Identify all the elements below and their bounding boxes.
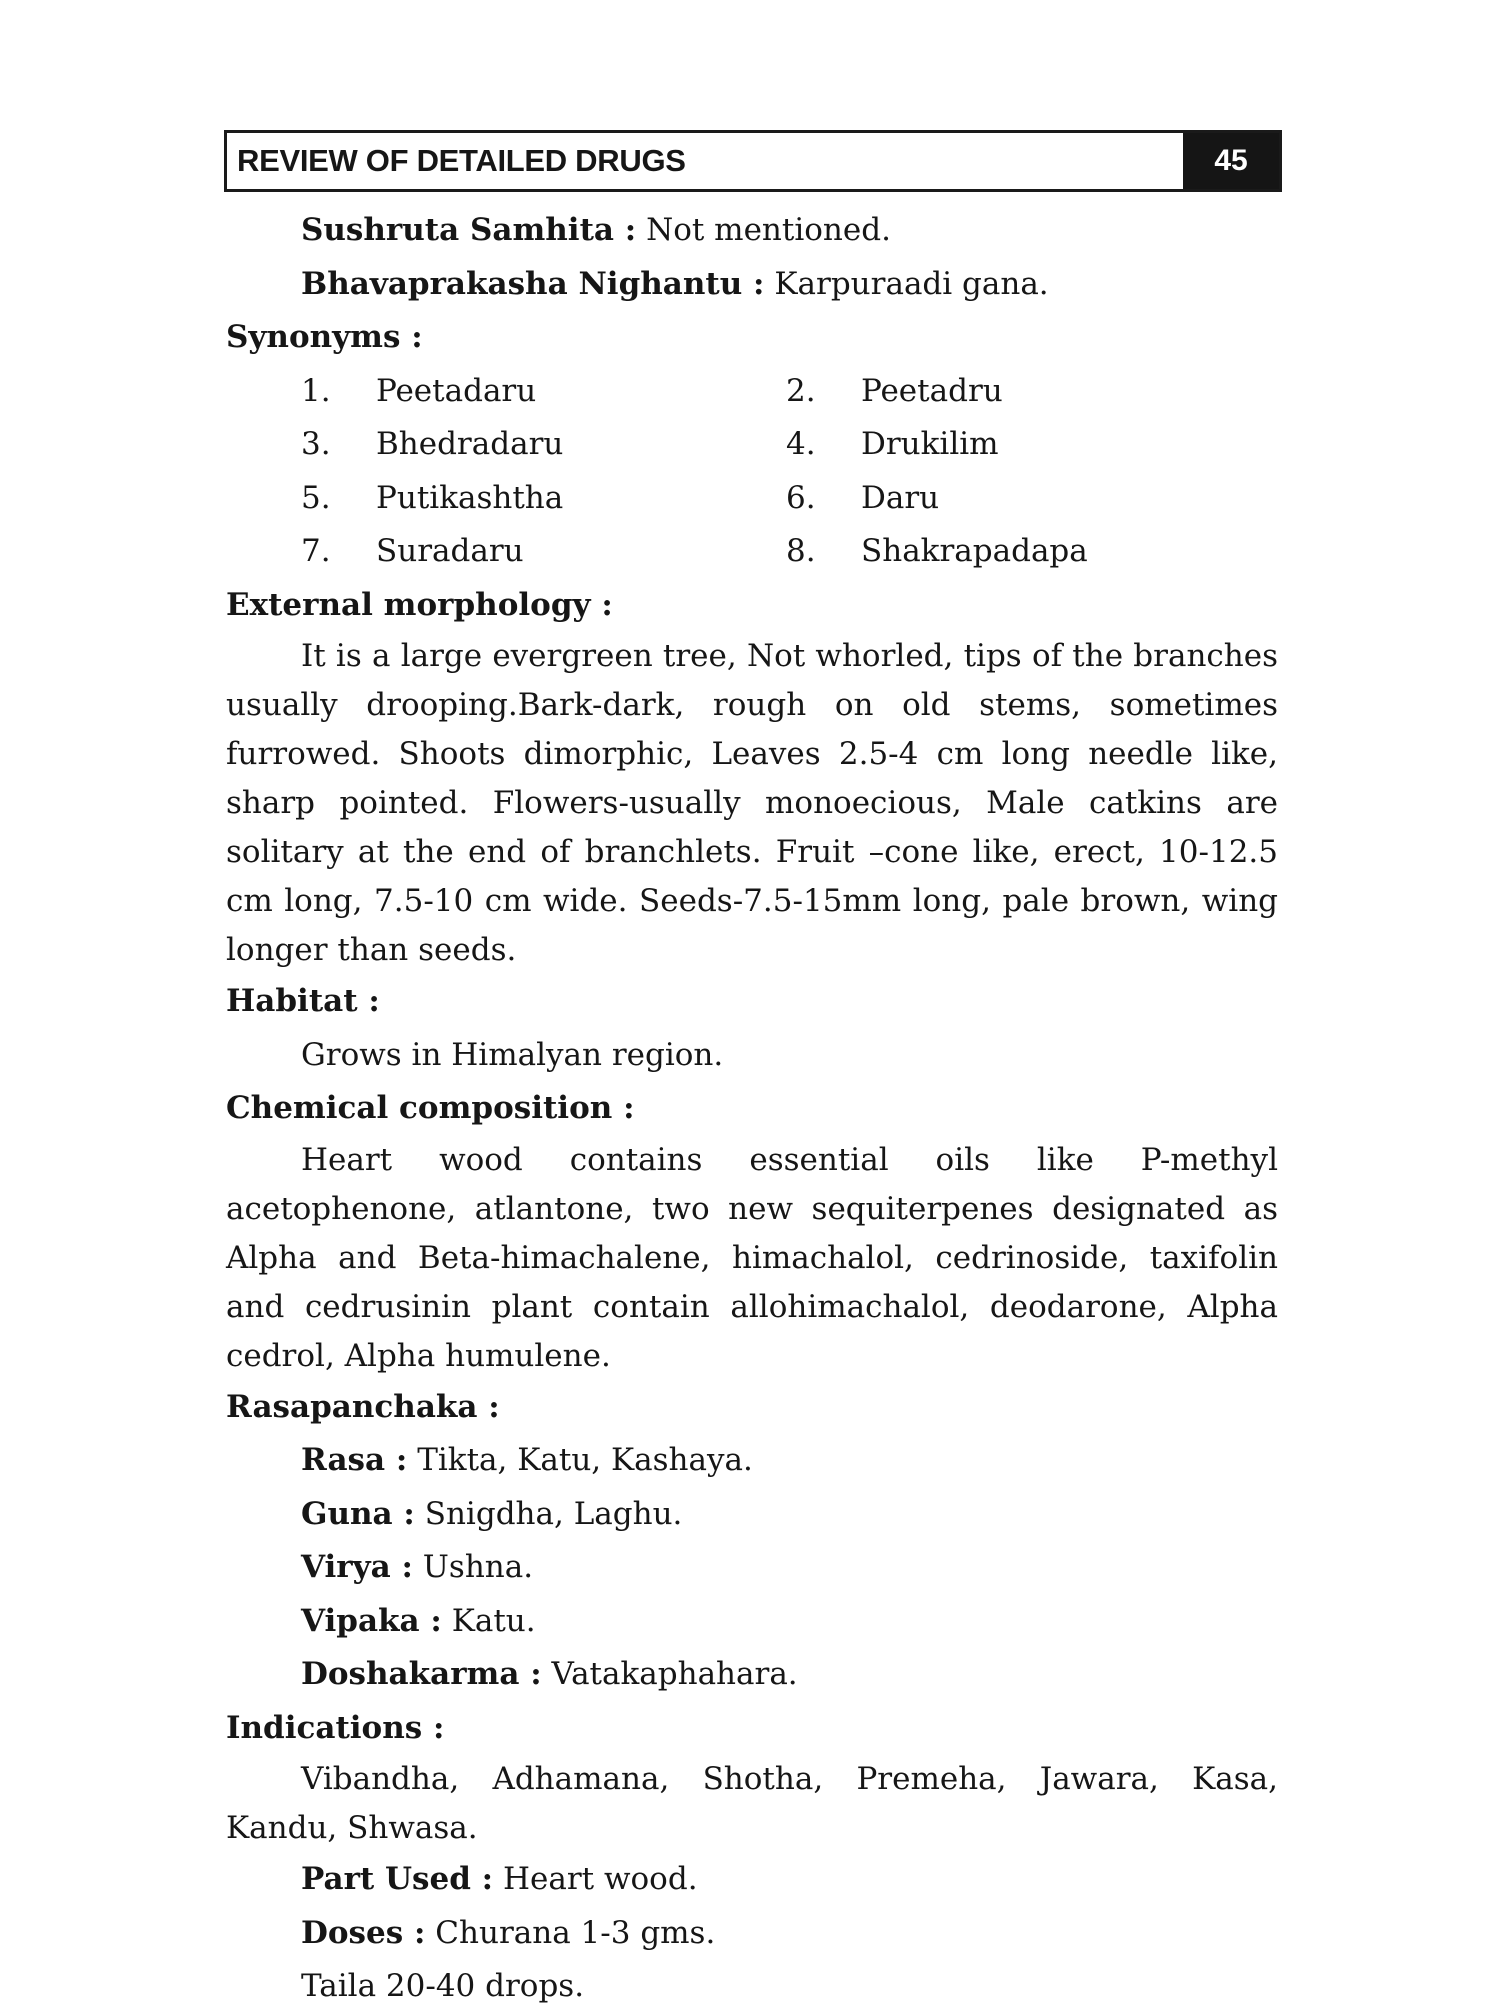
part-used-value: Heart wood.: [493, 1861, 698, 1897]
morphology-heading: External morphology :: [226, 586, 613, 623]
property-label: Vipaka :: [301, 1602, 442, 1639]
synonym-name: Daru: [861, 479, 940, 516]
rasapanchaka-heading: Rasapanchaka :: [226, 1388, 500, 1425]
property-label: Rasa :: [301, 1442, 408, 1478]
synonym-name: Drukilim: [861, 426, 999, 462]
indications-text: Vibandha, Adhamana, Shotha, Premeha, Jawara, Kasa, Kandu, Shwasa.: [226, 1761, 1278, 1846]
part-used-label: Part Used :: [301, 1861, 494, 1897]
ref-label: Bhavaprakasha Nighantu :: [301, 265, 765, 302]
synonym-name: Putikashtha: [376, 479, 564, 516]
ref-sushruta: [226, 204, 1278, 258]
rasapanchaka-item: [226, 1595, 1278, 1649]
ref-value: Karpuraadi gana.: [764, 265, 1049, 302]
synonym-name: Shakrapadapa: [861, 533, 1088, 569]
page-number: 45: [1183, 133, 1279, 189]
doses-label: Doses :: [301, 1914, 426, 1951]
property-label: Doshakarma :: [301, 1656, 542, 1692]
synonym-number: 6.: [786, 479, 816, 516]
synonym-name: Peetadru: [861, 372, 1003, 409]
morphology-text: It is a large evergreen tree, Not whorled, tips of the branches usually drooping.Bark-dark, rough on old stems, sometimes furrowed. Shoots dimorphic, Leaves 2.5-4 cm long needle like, sharp pointed. Flowers-usually monoecious, Male catkins are solitary at the end of branchlets. Fruit –cone like, erect, 10-12.5 cm long, 7.5-10 cm wide. Seeds-7.5-15mm long, pale brown, wing longer than seeds.: [226, 638, 1278, 968]
synonym-number: 7.: [301, 533, 331, 569]
running-header: [224, 130, 1282, 192]
property-value: Ushna.: [412, 1549, 534, 1585]
ref-bhavaprakasha: [226, 258, 1278, 312]
part-used: [226, 1853, 1278, 1907]
indications-heading: Indications :: [226, 1709, 445, 1746]
synonym-name: Bhedradaru: [376, 426, 564, 462]
rasapanchaka-item: [226, 1434, 1278, 1488]
rasapanchaka-item: [226, 1488, 1278, 1542]
header-title: REVIEW OF DETAILED DRUGS: [237, 143, 686, 178]
property-value: Vatakaphahara.: [541, 1656, 798, 1692]
synonyms-list: [226, 365, 1278, 579]
synonym-name: Peetadaru: [376, 372, 537, 409]
synonym-number: 5.: [301, 479, 331, 516]
ref-label: Sushruta Samhita :: [301, 212, 637, 248]
ref-value: Not mentioned.: [636, 212, 891, 248]
synonyms-heading: Synonyms :: [226, 319, 423, 355]
synonym-name: Suradaru: [376, 533, 524, 569]
property-label: Virya :: [301, 1549, 413, 1585]
synonym-number: 3.: [301, 426, 331, 462]
chemical-heading: Chemical composition :: [226, 1090, 635, 1126]
habitat-heading: Habitat :: [226, 983, 380, 1019]
synonym-number: 1.: [301, 372, 331, 409]
rasapanchaka-item: [226, 1541, 1278, 1595]
synonym-number: 8.: [786, 533, 816, 569]
property-value: Snigdha, Laghu.: [414, 1495, 683, 1532]
doses-extra: Taila 20-40 drops.: [301, 1968, 585, 2004]
page-content: [226, 204, 1278, 2014]
habitat-text: Grows in Himalyan region.: [301, 1036, 724, 1073]
doses: [226, 1907, 1278, 1961]
property-value: Tikta, Katu, Kashaya.: [407, 1442, 753, 1478]
chemical-text: Heart wood contains essential oils like P-methyl acetophenone, atlantone, two new sequiterpenes designated as Alpha and Beta-himachalene, himachalol, cedrinoside, taxifolin and cedrusinin plant contain allohimachalol, deodarone, Alpha cedrol, Alpha humulene.: [226, 1141, 1278, 1374]
synonym-number: 4.: [786, 426, 816, 462]
synonym-number: 2.: [786, 372, 816, 409]
rasapanchaka-item: [226, 1648, 1278, 1702]
doses-value: Churana 1-3 gms.: [425, 1914, 716, 1951]
property-label: Guna :: [301, 1495, 415, 1532]
property-value: Katu.: [441, 1602, 536, 1639]
